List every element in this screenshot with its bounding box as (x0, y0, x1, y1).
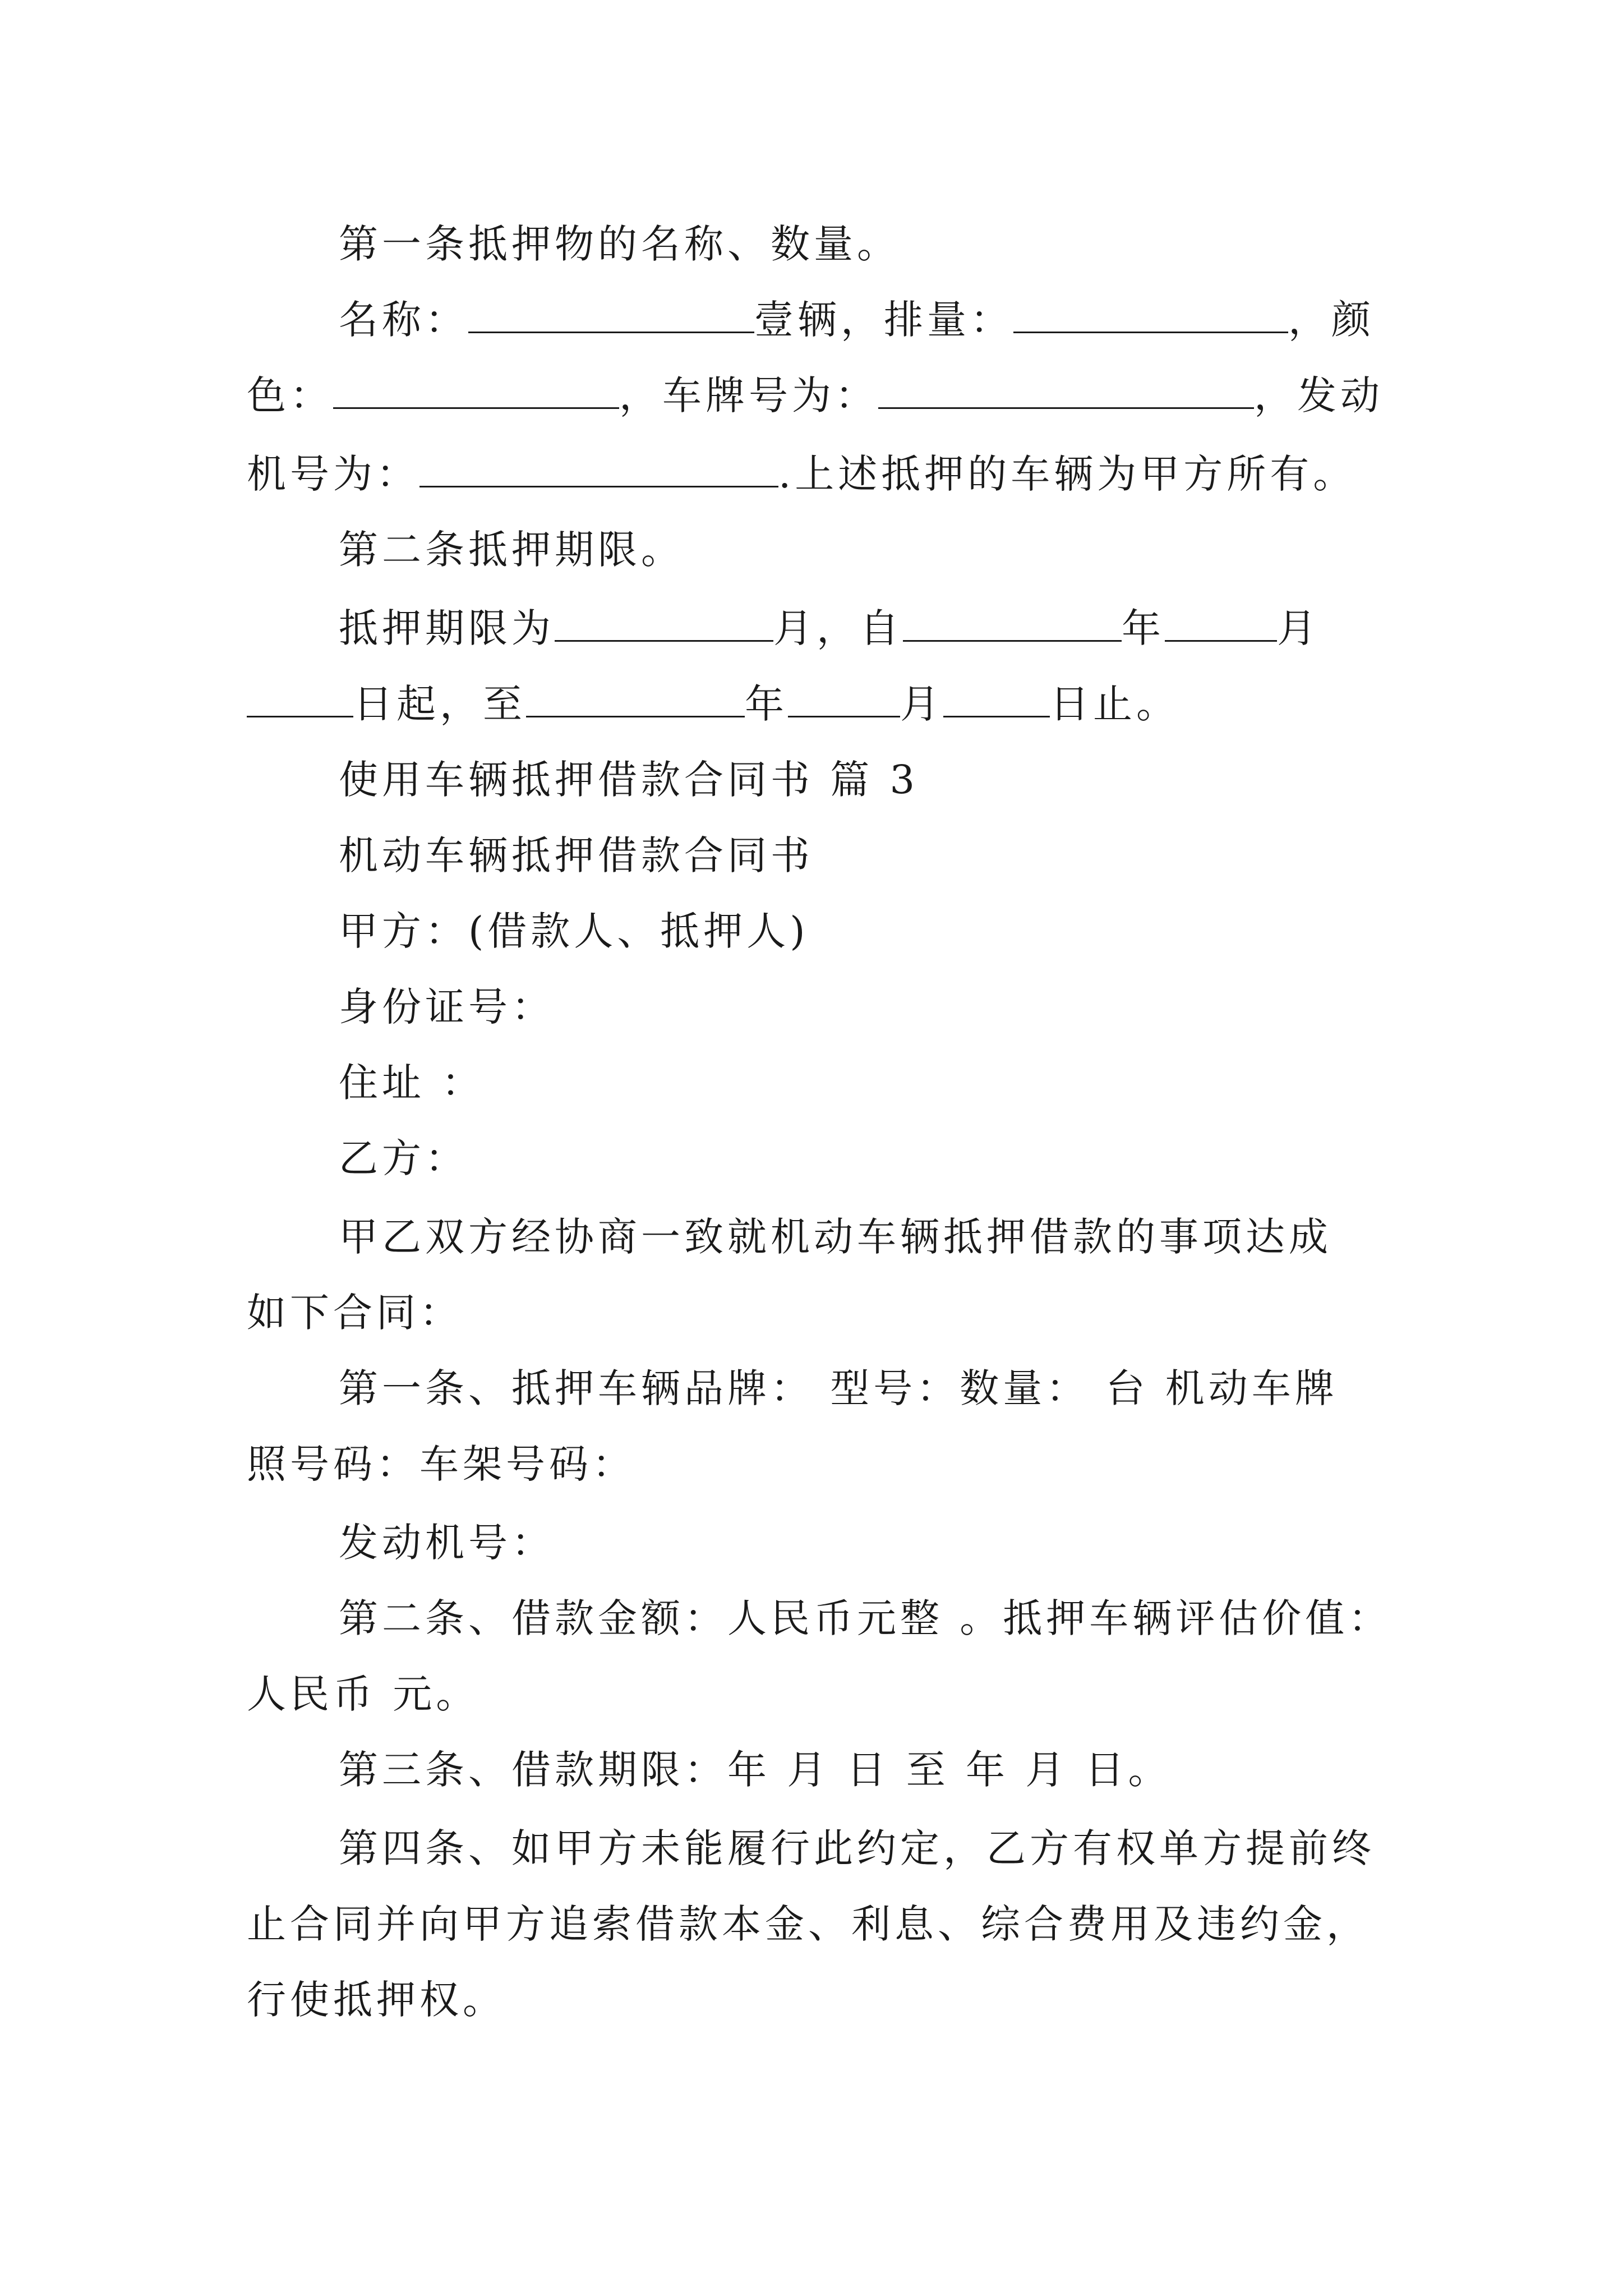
vehicle-name-line: 名称： 壹辆，排量： ，颜 (339, 297, 1375, 343)
agreement-intro-line-2: 如下合同： (247, 1290, 463, 1336)
clause-2-heading: 第二条抵押期限。 (339, 527, 684, 573)
vehicle-color-line: 色： ，车牌号为： ，发动 (247, 372, 1384, 418)
start-month-blank[interactable] (1165, 605, 1277, 642)
party-b-line: 乙方： (339, 1135, 468, 1181)
term-line-2: 日起，至 年 月 日止。 (247, 679, 1179, 729)
article-4-line-2: 止合同并向甲方追索借款本金、利息、综合费用及违约金， (247, 1901, 1370, 1947)
agreement-intro-line-1: 甲乙双方经协商一致就机动车辆抵押借款的事项达成 (339, 1214, 1332, 1260)
contract-title: 机动车辆抵押借款合同书 (339, 832, 814, 878)
id-number-line: 身份证号： (339, 984, 555, 1030)
term-line-1: 抵押期限为 月，自 年 月 (339, 605, 1320, 651)
article-1-line-2: 照号码：车架号码： (247, 1441, 635, 1487)
article-3-line: 第三条、借款期限：年 月 日 至 年 月 日。 (339, 1747, 1172, 1793)
party-a-line: 甲方：(借款人、抵押人) (339, 908, 809, 954)
end-day-blank[interactable] (943, 681, 1050, 717)
article-2-line-1: 第二条、借款金额：人民币元整 。抵押车辆评估价值： (339, 1595, 1392, 1641)
article-4-line-1: 第四条、如甲方未能履行此约定，乙方有权单方提前终 (339, 1825, 1375, 1871)
start-year-blank[interactable] (903, 605, 1122, 642)
plate-number-blank[interactable] (878, 372, 1254, 409)
color-blank[interactable] (333, 372, 619, 409)
article-4-line-3: 行使抵押权。 (247, 1977, 506, 2023)
section-title: 使用车辆抵押借款合同书 篇 3 (339, 757, 919, 803)
clause-1-heading: 第一条抵押物的名称、数量。 (339, 221, 900, 267)
article-1-line-1: 第一条、抵押车辆品牌： 型号：数量： 台 机动车牌 (339, 1365, 1338, 1411)
engine-no-line: 发动机号： (339, 1520, 555, 1566)
engine-number-line: 机号为： .上述抵押的车辆为甲方所有。 (247, 451, 1357, 497)
start-day-blank[interactable] (247, 681, 353, 717)
engine-number-blank[interactable] (419, 451, 778, 487)
term-months-blank[interactable] (555, 605, 773, 642)
name-blank[interactable] (468, 297, 754, 333)
address-line: 住址 ： (339, 1060, 485, 1106)
displacement-blank[interactable] (1013, 297, 1288, 333)
end-year-blank[interactable] (526, 681, 745, 717)
article-2-line-2: 人民币 元。 (247, 1671, 479, 1717)
end-month-blank[interactable] (788, 681, 900, 717)
